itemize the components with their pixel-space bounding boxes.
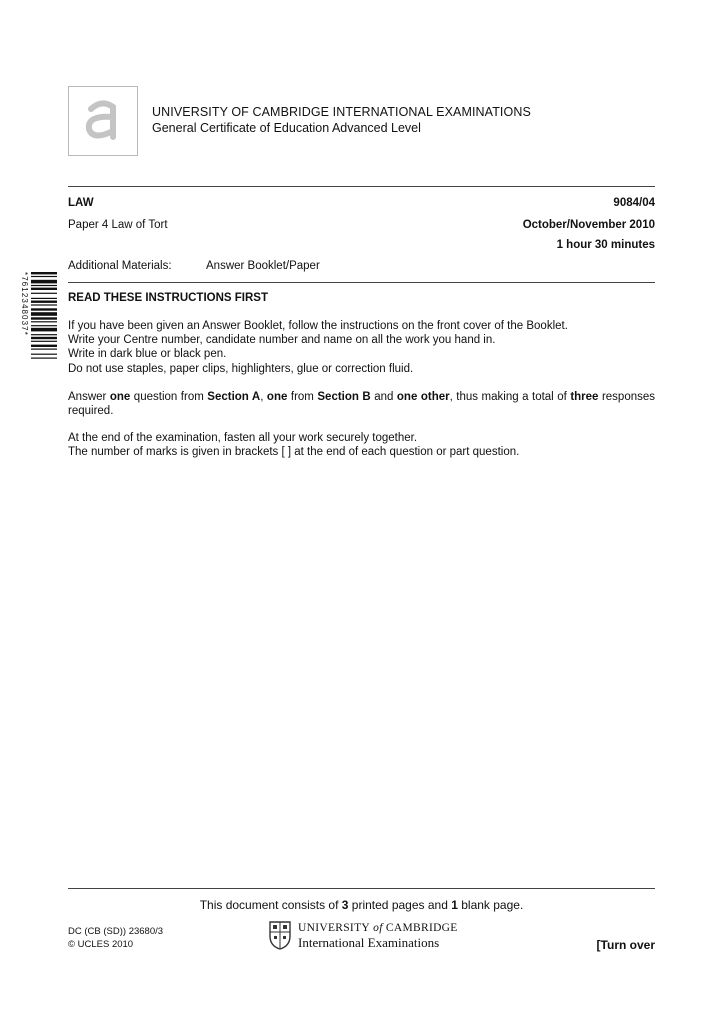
barcode-bar <box>31 321 57 322</box>
candidate-barcode <box>20 272 59 382</box>
text-run: and <box>370 391 397 403</box>
cambridge-crest-icon <box>268 920 292 950</box>
emphasis: 3 <box>341 898 349 912</box>
barcode-bar <box>31 341 57 342</box>
exam-session: October/November 2010 <box>522 219 655 231</box>
barcode-bar <box>31 301 57 303</box>
barcode-icon <box>27 272 59 382</box>
barcode-bar <box>31 285 57 286</box>
text-run: blank page. <box>457 898 524 912</box>
barcode-bar <box>31 337 57 339</box>
emphasis: Section A <box>207 391 261 403</box>
barcode-bar <box>31 325 57 326</box>
instruction-line: At the end of the examination, fasten all your work securely together. <box>68 432 418 444</box>
text-run: CAMBRIDGE <box>385 922 458 934</box>
text-run: , <box>260 391 267 403</box>
barcode-bar <box>31 308 57 310</box>
instructions-block-3 <box>68 431 655 459</box>
barcode-bar <box>31 354 57 355</box>
emphasis: one other <box>396 391 450 403</box>
instruction-line: The number of marks is given in brackets [ ] at the end of each question or part question. <box>68 446 520 459</box>
paper-title: Paper 4 Law of Tort <box>68 219 168 231</box>
instructions-block-1 <box>68 319 655 376</box>
page-count <box>68 898 655 912</box>
subject: LAW <box>68 197 94 209</box>
text-run: printed pages and <box>348 898 452 912</box>
letter-a-logo-icon <box>69 87 136 154</box>
instruction-line: Write in dark blue or black pen. <box>68 348 227 361</box>
divider-top <box>68 186 655 187</box>
organisation-name: UNIVERSITY OF CAMBRIDGE INTERNATIONAL EXAMINATIONS <box>152 105 531 119</box>
crest-wordmark-line-2: International Examinations <box>298 935 440 950</box>
barcode-digits: *7612348037* <box>20 272 29 336</box>
barcode-bar <box>31 272 57 274</box>
instruction-line: If you have been given an Answer Booklet, follow the instructions on the front cover of the Booklet. <box>68 320 568 332</box>
barcode-bar <box>31 304 57 305</box>
instructions-heading: READ THESE INSTRUCTIONS FIRST <box>68 292 268 304</box>
exam-duration: 1 hour 30 minutes <box>556 239 655 251</box>
barcode-bar <box>31 349 57 350</box>
barcode-bar <box>31 293 57 294</box>
text-run: responses required. <box>68 391 656 418</box>
answer-instruction <box>68 390 655 418</box>
barcode-bar <box>31 345 57 347</box>
qualification-name: General Certificate of Education Advanced Level <box>152 121 421 135</box>
barcode-bar <box>31 317 57 319</box>
emphasis: three <box>570 391 599 403</box>
materials-label: Additional Materials: <box>68 260 172 272</box>
materials-value: Answer Booklet/Paper <box>206 260 320 272</box>
barcode-bar <box>31 358 57 359</box>
barcode-bar <box>31 280 57 284</box>
emphasis: one <box>266 391 288 403</box>
emphasis: 1 <box>451 898 458 912</box>
emphasis: one <box>109 391 131 403</box>
divider-footer <box>68 888 655 889</box>
divider-middle <box>68 282 655 283</box>
barcode-bar <box>31 328 57 332</box>
text-run: of <box>370 922 386 934</box>
turn-over: [Turn over <box>596 938 655 952</box>
barcode-bar <box>31 312 57 316</box>
instruction-line: Do not use staples, paper clips, highlighters, glue or correction fluid. <box>68 362 414 375</box>
emphasis: Section B <box>317 391 371 403</box>
syllabus-code: 9084/04 <box>613 197 655 209</box>
text-run: question from <box>130 391 208 403</box>
text-run: This document consists of <box>199 898 342 912</box>
barcode-bar <box>31 298 57 299</box>
instruction-line: Write your Centre number, candidate number and name on all the work you hand in. <box>68 334 496 347</box>
crest-wordmark-line-1 <box>298 922 458 934</box>
copyright: © UCLES 2010 <box>68 939 134 950</box>
document-reference: DC (CB (SD)) 23680/3 <box>68 926 164 937</box>
barcode-bar <box>31 288 57 290</box>
cie-logo <box>68 86 138 156</box>
text-run: , thus making a total of <box>449 391 571 403</box>
text-run: from <box>287 391 318 403</box>
barcode-bar <box>31 334 57 335</box>
text-run: Answer <box>68 391 110 403</box>
barcode-bar <box>31 276 57 277</box>
text-run: UNIVERSITY <box>298 922 370 934</box>
